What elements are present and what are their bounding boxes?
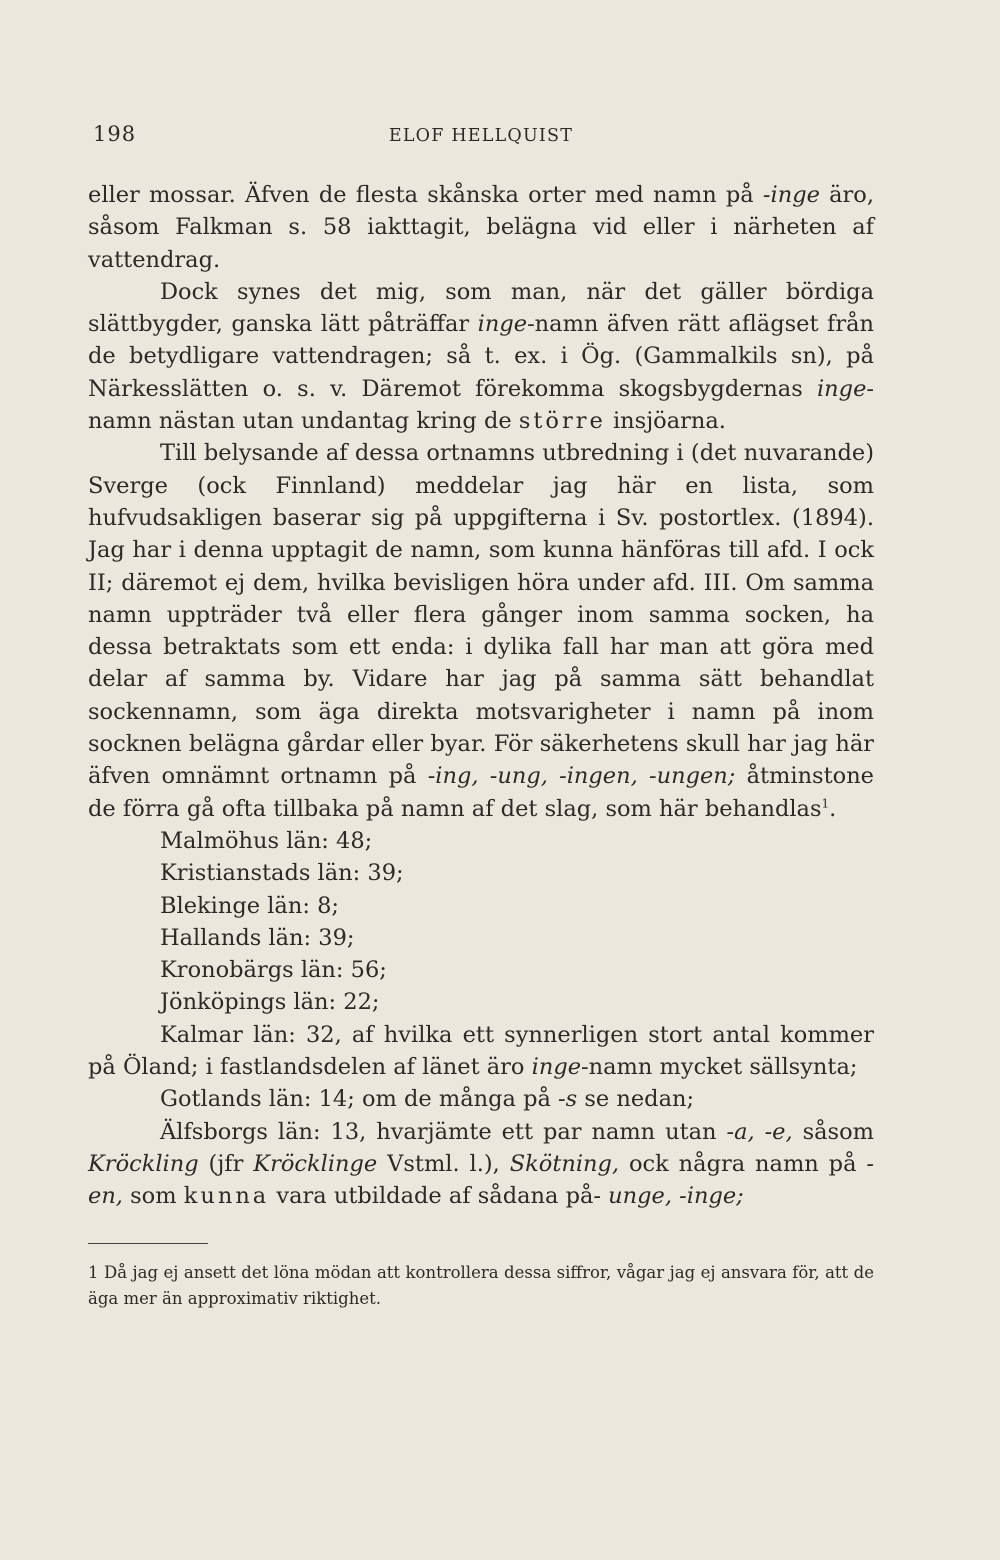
list-item-gotland: Gotlands län: 14; om de många på -s se nedan; [160,1086,695,1113]
list-item-jonkoping: Jönköpings län: 22; [160,989,380,1016]
list-item-alfsborg: Älfsborgs län: 13, hvarjämte ett par namn utan -a, -e, såsom Kröckling (jfr Kröcklinge Vstml. l.), Skötning, ock några namn på -en, som kunna vara utbildade af sådana på- unge, -inge; [88,1118,874,1210]
paragraph-1: eller mossar. Äfven de flesta skånska orter med namn på -inge äro, såsom Falkman s. 58 iakttagit, belägna vid eller i närheten af vattendrag. [88,182,874,273]
paragraph-2: Dock synes det mig, som man, när det gäller bördiga slättbygder, ganska lätt påträffar inge-namn äfven rätt aflägset från de betydligare vattendragen; så t. ex. i Ög. (Gammalkils sn), på Närkesslätten o. s. v. Däremot förekomma skogsbygdernas inge-namn nästan utan undantag kring de större insjöarna. [88,278,874,435]
footnote-reference: 1 [821,796,830,811]
running-title: ELOF HELLQUIST [388,126,574,146]
footnote-number: 1 [88,1262,99,1282]
footnote: 1 Då jag ej ansett det löna mödan att kontrollera dessa siffror, vågar jag ej ansvara för, att de äga mer än approximativ riktighet. [88,1262,874,1308]
page-number: 198 [93,122,137,146]
footnote-divider [88,1243,208,1244]
list-item-kronoberg: Kronobärgs län: 56; [160,957,387,984]
list-item-blekinge: Blekinge län: 8; [160,892,339,919]
list-item-kalmar: Kalmar län: 32, af hvilka ett synnerligen stort antal kommer på Öland; i fastlandsdelen af länet äro inge-namn mycket sällsynta; [88,1021,874,1081]
list-item-kristianstad: Kristianstads län: 39; [160,860,404,887]
list-item-malmohus: Malmöhus län: 48; [160,827,373,854]
book-page [88,118,874,1312]
page-header [88,118,874,154]
list-item-halland: Hallands län: 39; [160,924,355,951]
paragraph-3: Till belysande af dessa ortnamns utbredning i (det nuvarande) Sverge (ock Finnland) meddelar jag här en lista, som hufvudsakligen baserar sig på uppgifterna i Sv. postortlex. (1894). Jag har i denna upptagit de namn, som kunna hänföras till afd. I ock II; däremot ej dem, hvilka bevisligen höra under afd. III. Om samma namn uppträder två eller flera gånger inom samma socken, ha dessa betraktats som ett enda: i dylika fall har man att göra med delar af samma by. Vidare har jag på samma sätt behandlat sockennamn, som äga direkta motsvarigheter i namn på inom socknen belägna gårdar eller byar. För säkerhetens skull har jag här äfven omnämnt ortnamn på -ing, -ung, -ingen, -ungen; åtminstone de förra gå ofta tillbaka på namn af det slag, som här behandlas$^1$. [88,440,874,822]
